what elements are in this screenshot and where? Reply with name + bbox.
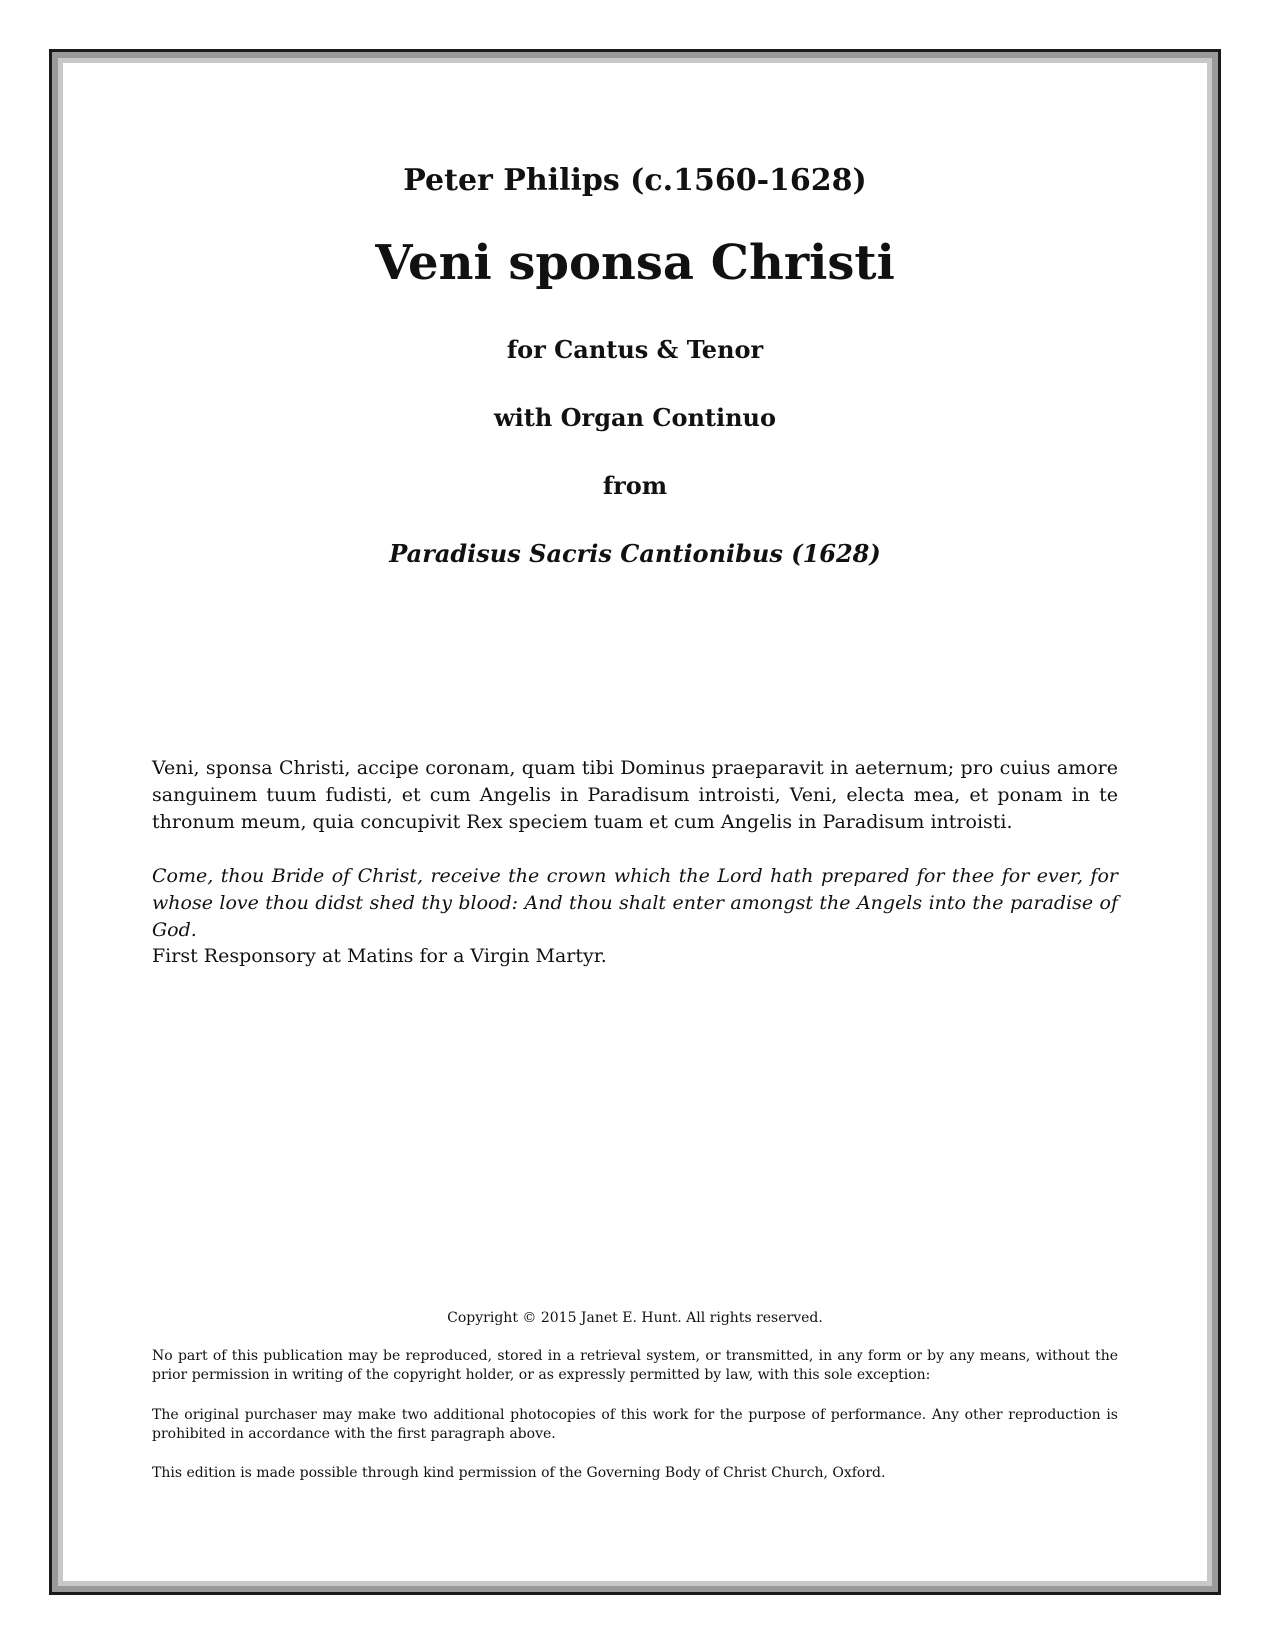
copyright-line: Copyright © 2015 Janet E. Hunt. All rights reserved.	[447, 1310, 823, 1326]
page-border	[49, 49, 1221, 1595]
english-translation: Come, thou Bride of Christ, receive the crown which the Lord hath prepared for thee for ever, for whose love thou didst shed thy blood: And thou shalt enter amongst the Angels into the paradise of God.	[152, 865, 1118, 941]
page-title: Veni sponsa Christi	[375, 235, 895, 291]
source-title: Paradisus Sacris Cantionibus (1628)	[389, 539, 881, 568]
composer-heading: Peter Philips (c.1560-1628)	[403, 163, 867, 198]
rights-paragraph-2: The original purchaser may make two additional photocopies of this work for the purpose of performance. Any other reproduction is prohibited in accordance with the first paragraph above.	[152, 1407, 1118, 1442]
from-line: from	[602, 471, 668, 500]
permission-note: This edition is made possible through kind permission of the Governing Body of Christ Church, Oxford.	[152, 1465, 886, 1481]
document-page	[63, 63, 1207, 1581]
latin-text: Veni, sponsa Christi, accipe coronam, quam tibi Dominus praeparavit in aeternum; pro cuius amore sanguinem tuum fudisti, et cum Angelis in Paradisum introisti, Veni, electa mea, et ponam in te thronum meum, quia concupivit Rex speciem tuam et cum Angelis in Paradisum introisti.	[152, 757, 1118, 833]
voicing-line: for Cantus & Tenor	[506, 335, 764, 364]
rights-paragraph-1: No part of this publication may be reproduced, stored in a retrieval system, or transmitted, in any form or by any means, without the prior permission in writing of the copyright holder, or as expressly permitted by law, with this sole exception:	[152, 1348, 1118, 1383]
liturgical-note: First Responsory at Matins for a Virgin Martyr.	[152, 945, 607, 967]
page-border-inner	[58, 58, 1212, 1586]
accompaniment-line: with Organ Continuo	[493, 403, 777, 432]
